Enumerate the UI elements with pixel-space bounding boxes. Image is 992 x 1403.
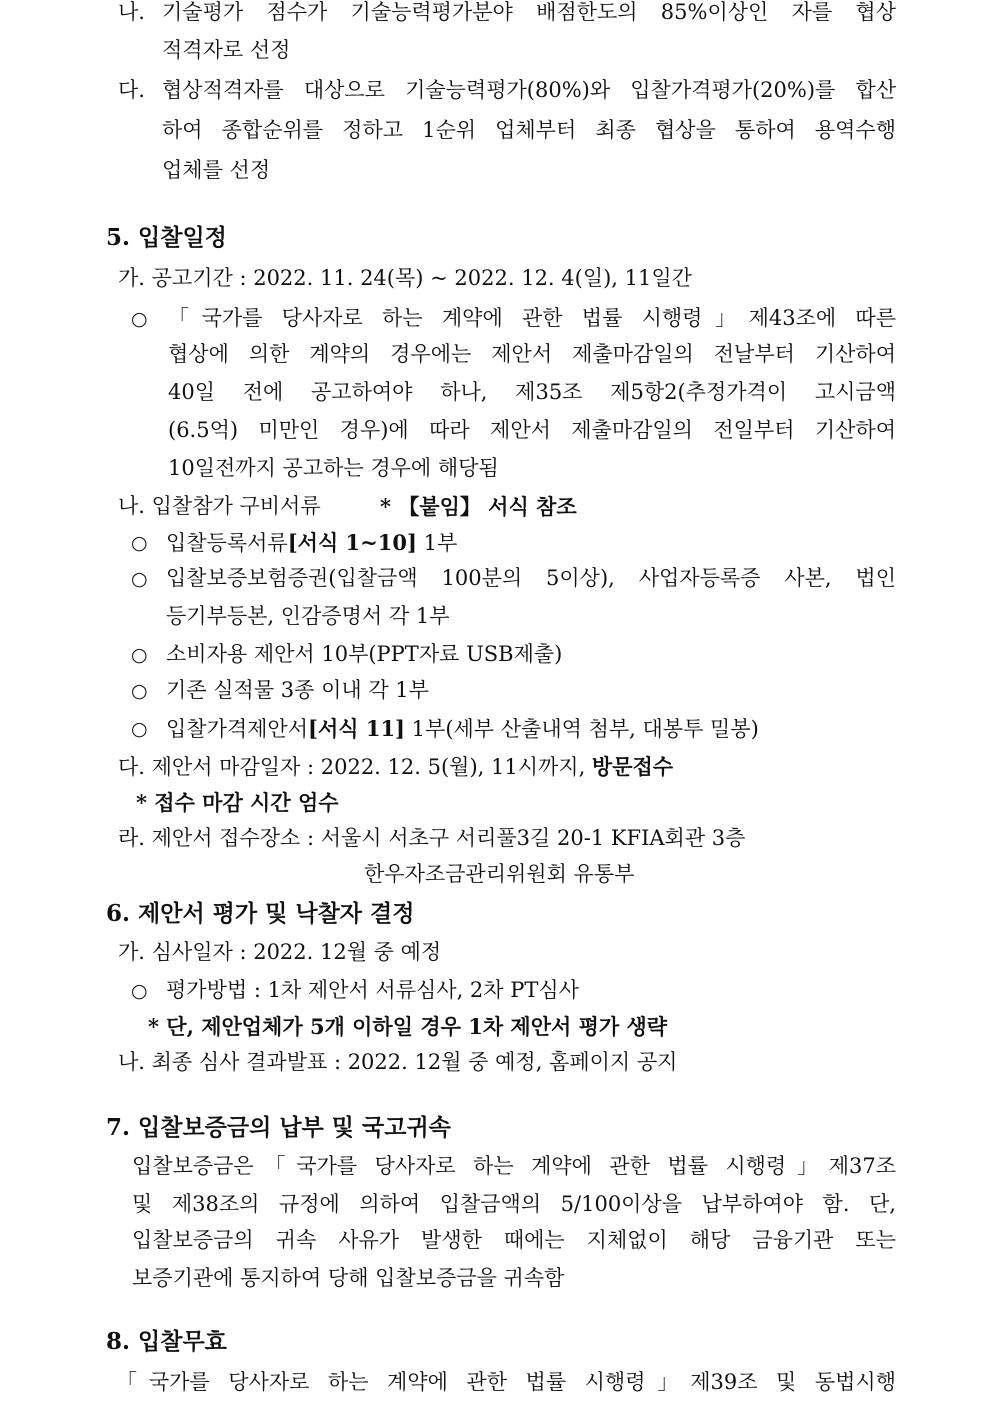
sec5-ra-location-line2: 한우자조금관리위원회 유통부 <box>364 862 635 886</box>
sec5-na-reference: * 【붙임】 서식 참조 <box>380 494 577 519</box>
sec6-ga-method: 평가방법 : 1차 제안서 서류심사, 2차 PT심사 <box>166 978 579 1002</box>
circle-bullet-icon: ○ <box>131 680 148 702</box>
doc-item-guarantee-line1: 입찰보증보험증권(입찰금액 100분의 5이상), 사업자등록증 사본, 법인 <box>166 566 896 590</box>
item-da-line2: 하여 종합순위를 정하고 1순위 업체부터 최종 협상을 통하여 용역수행 <box>162 118 896 142</box>
sec5-da-note: * 접수 마감 시간 엄수 <box>136 790 339 815</box>
sec7-line2: 및 제38조의 규정에 의하여 입찰금액의 5/100이상을 납부하여야 함. 단, <box>132 1192 896 1216</box>
circle-bullet-icon: ○ <box>131 980 148 1002</box>
doc-item-text: 입찰등록서류 <box>166 531 288 555</box>
sec8-line1: 「국가를 당사자로 하는 계약에 관한 법률 시행령」제39조 및 동법시행 <box>116 1370 896 1394</box>
doc-item-text: 1부(세부 산출내역 첨부, 대봉투 밀봉) <box>405 717 759 741</box>
form-ref: [서식 11] <box>308 716 405 741</box>
sec6-na-result: 나. 최종 심사 결과발표 : 2022. 12월 중 예정, 홈페이지 공지 <box>118 1050 678 1074</box>
circle-bullet-icon: ○ <box>131 718 148 740</box>
item-da-line3: 업체를 선정 <box>162 158 271 182</box>
sec5-ga-note-line2: 협상에 의한 계약의 경우에는 제안서 제출마감일의 전날부터 기산하여 <box>168 342 896 366</box>
doc-item-registration <box>166 532 457 554</box>
sec5-ga-note-line5: 10일전까지 공고하는 경우에 해당됨 <box>168 456 499 480</box>
item-na-line2: 적격자로 선정 <box>162 38 291 62</box>
deadline-text: 다. 제안서 마감일자 : 2022. 12. 5(월), 11시까지, <box>118 755 592 779</box>
item-na-label: 나. <box>118 0 145 24</box>
sec5-ga-note-line3: 40일 전에 공고하여야 하나, 제35조 제5항2(추정가격이 고시금액 <box>168 380 896 404</box>
circle-bullet-icon: ○ <box>131 532 148 554</box>
section-7-heading: 7. 입찰보증금의 납부 및 국고귀속 <box>106 1114 451 1141</box>
sec7-line4: 보증기관에 통지하여 당해 입찰보증금을 귀속함 <box>132 1266 565 1290</box>
sec7-line3: 입찰보증금의 귀속 사유가 발생한 때에는 지체없이 해당 금융기관 또는 <box>132 1228 896 1252</box>
circle-bullet-icon: ○ <box>131 644 148 666</box>
sec5-ga-note-line4: (6.5억) 미만인 경우)에 따라 제안서 제출마감일의 전일부터 기산하여 <box>168 418 896 442</box>
doc-item-text: 입찰가격제안서 <box>166 717 309 741</box>
item-da-line1: 협상적격자를 대상으로 기술능력평가(80%)와 입찰가격평가(20%)를 합산 <box>162 78 896 102</box>
sec5-ra-location-line1: 라. 제안서 접수장소 : 서울시 서초구 서리풀3길 20-1 KFIA회관 3층 <box>118 826 746 850</box>
deadline-visit: 방문접수 <box>591 754 674 779</box>
sec5-na-documents: 나. 입찰참가 구비서류 <box>118 494 321 518</box>
sec6-ga-date: 가. 심사일자 : 2022. 12월 중 예정 <box>118 940 442 964</box>
section-5-heading: 5. 입찰일정 <box>106 224 227 251</box>
form-ref: [서식 1~10] <box>287 530 417 555</box>
section-8-heading: 8. 입찰무효 <box>106 1328 227 1355</box>
doc-item-text: 1부 <box>416 531 458 555</box>
item-da-label: 다. <box>118 78 145 102</box>
doc-item-price-proposal <box>166 718 759 740</box>
item-na-line1: 기술평가 점수가 기술능력평가분야 배점한도의 85%이상인 자를 협상 <box>162 0 896 24</box>
sec7-line1: 입찰보증금은「국가를 당사자로 하는 계약에 관한 법률 시행령」제37조 <box>132 1154 896 1178</box>
doc-item-portfolio: 기존 실적물 3종 이내 각 1부 <box>166 678 429 702</box>
doc-item-guarantee-line2: 등기부등본, 인감증명서 각 1부 <box>166 604 450 628</box>
sec6-ga-note: * 단, 제안업체가 5개 이하일 경우 1차 제안서 평가 생략 <box>148 1014 668 1039</box>
sec5-da-deadline <box>118 756 673 778</box>
sec5-ga-period: 가. 공고기간 : 2022. 11. 24(목) ~ 2022. 12. 4(일), 11일간 <box>118 266 692 290</box>
sec5-ga-note-line1: 「국가를 당사자로 하는 계약에 관한 법률 시행령」제43조에 따른 <box>168 306 896 330</box>
doc-item-proposal: 소비자용 제안서 10부(PPT자료 USB제출) <box>166 642 563 666</box>
section-6-heading: 6. 제안서 평가 및 낙찰자 결정 <box>106 900 415 927</box>
circle-bullet-icon: ○ <box>131 308 148 330</box>
circle-bullet-icon: ○ <box>131 568 148 590</box>
